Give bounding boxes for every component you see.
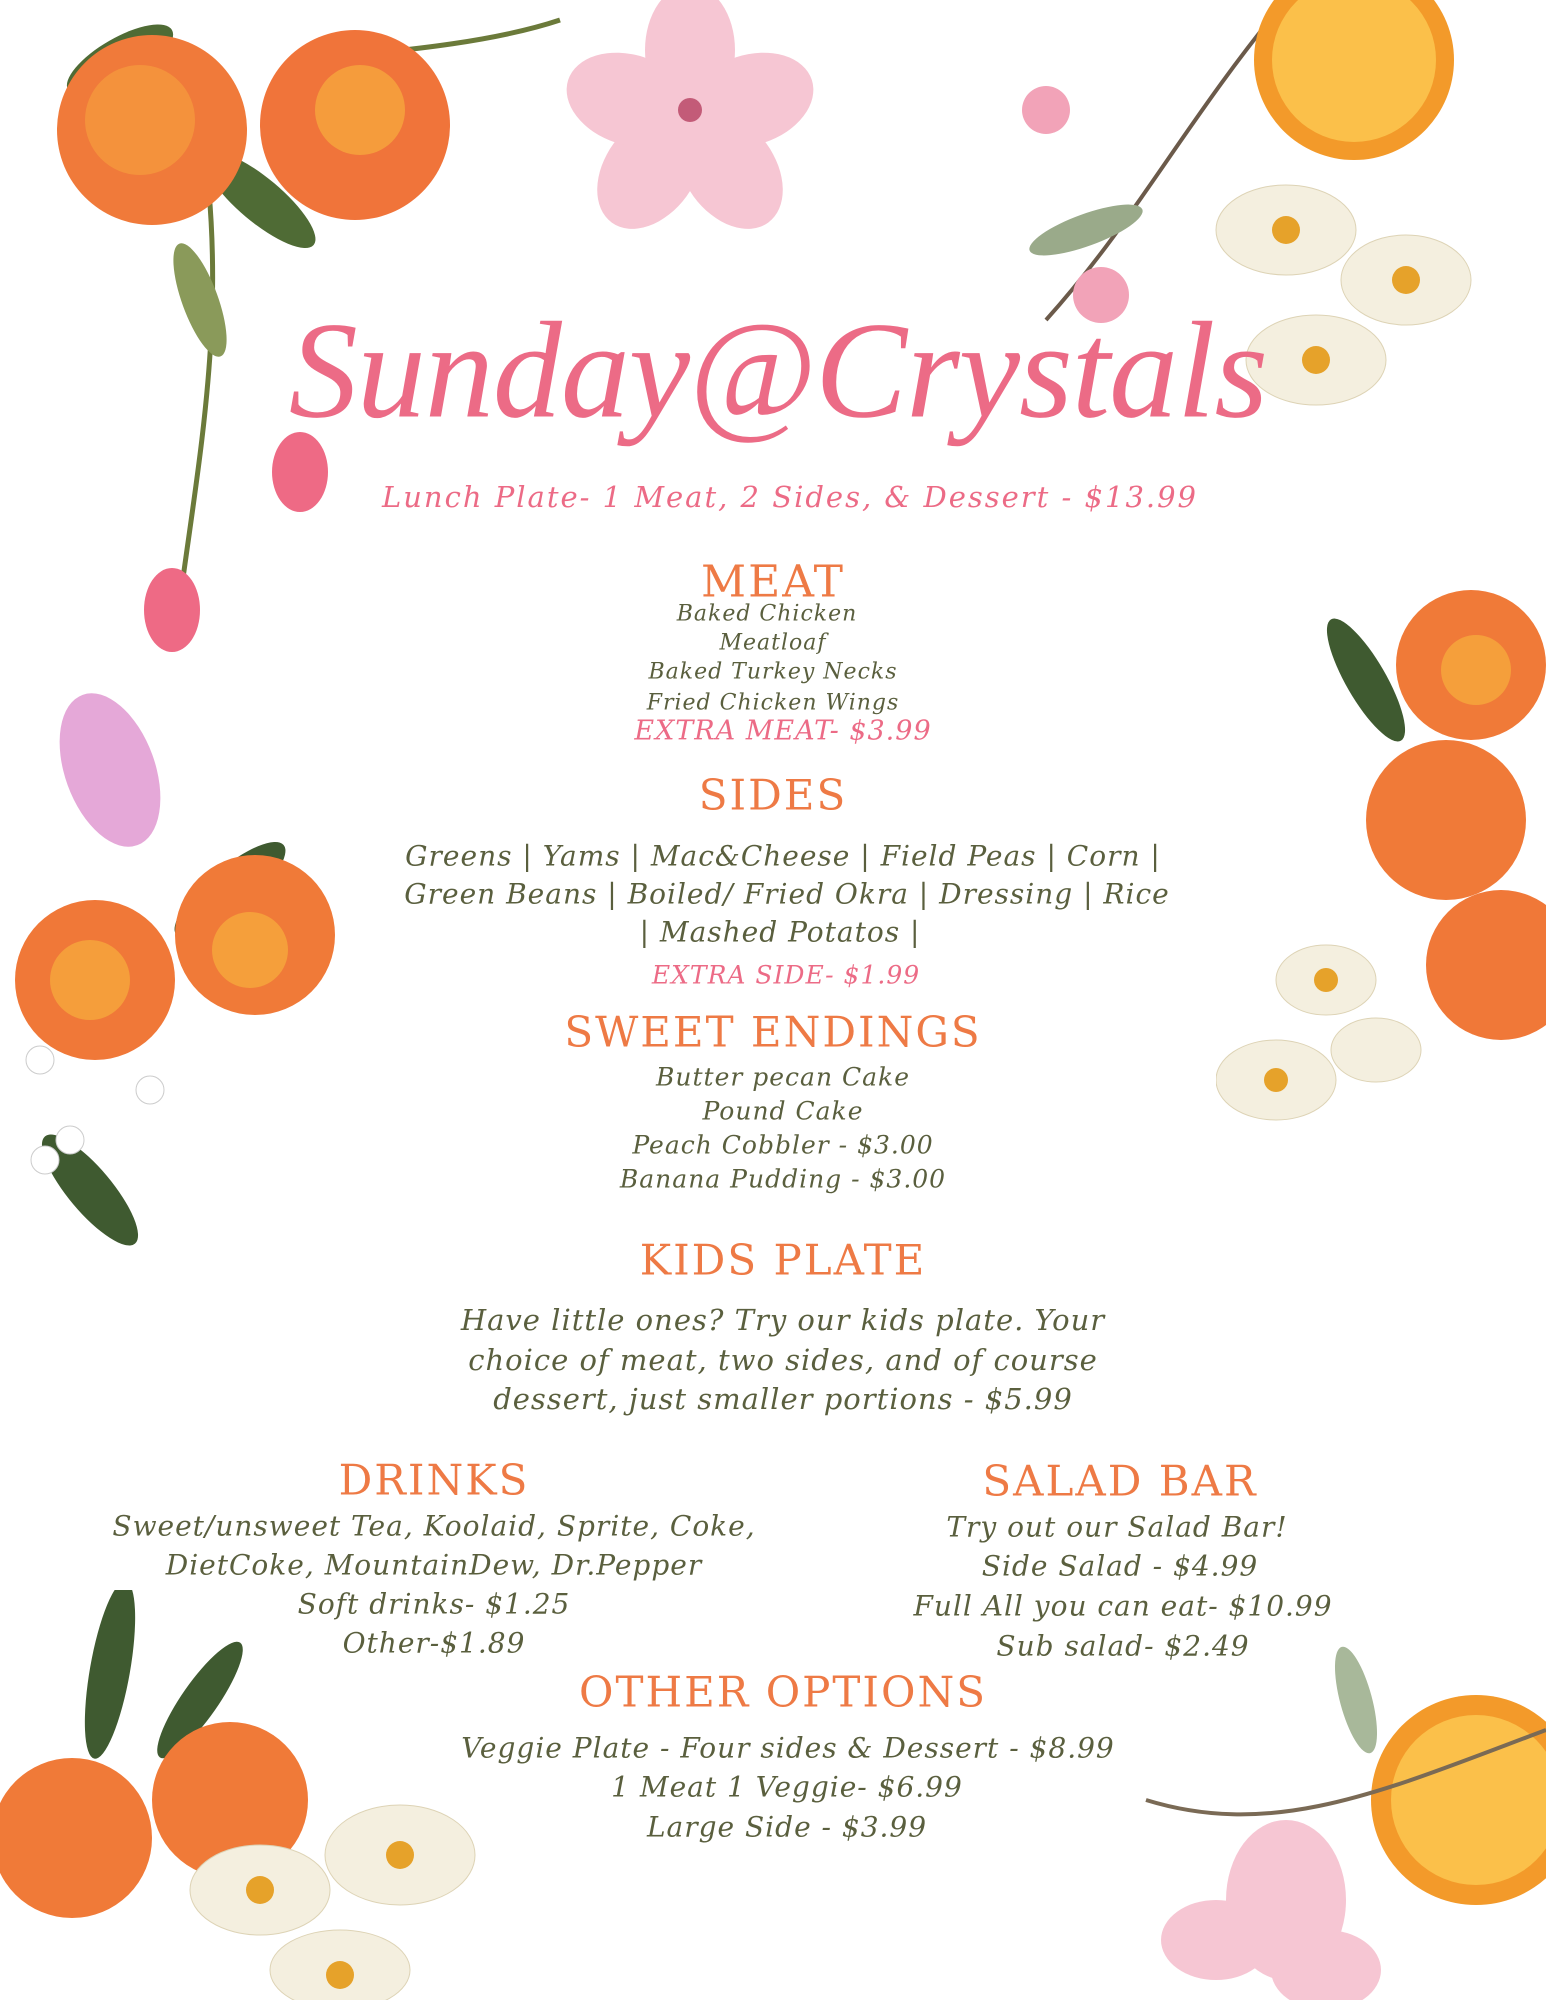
extra-side-price: EXTRA SIDE- $1.99 xyxy=(651,960,921,990)
meat-item: Fried Chicken Wings xyxy=(646,690,900,716)
other-options-line: Large Side - $3.99 xyxy=(646,1810,928,1844)
sides-line: | Mashed Potatos | xyxy=(639,915,921,949)
sides-line: Green Beans | Boiled/ Fried Okra | Dressing | Rice xyxy=(404,877,1170,911)
floral-decoration-left xyxy=(0,690,360,1270)
meat-item: Meatloaf xyxy=(719,630,827,656)
salad-bar-line: Sub salad- $2.49 xyxy=(996,1629,1250,1663)
sides-line: Greens | Yams | Mac&Cheese | Field Peas | Corn | xyxy=(405,839,1161,873)
drinks-line: Other-$1.89 xyxy=(342,1626,526,1660)
kids-plate-text: Have little ones? Try our kids plate. Your xyxy=(460,1303,1106,1337)
meat-heading: MEAT xyxy=(701,556,845,608)
sweet-endings-heading: SWEET ENDINGS xyxy=(564,1007,982,1057)
other-options-heading: OTHER OPTIONS xyxy=(579,1667,987,1717)
lunch-plate-price: Lunch Plate- 1 Meat, 2 Sides, & Dessert - $13.99 xyxy=(381,480,1199,514)
other-options-line: Veggie Plate - Four sides & Dessert - $8.99 xyxy=(461,1731,1115,1765)
dessert-item: Banana Pudding - $3.00 xyxy=(619,1164,947,1194)
salad-bar-line: Try out our Salad Bar! xyxy=(946,1510,1288,1544)
dessert-item: Peach Cobbler - $3.00 xyxy=(632,1130,934,1160)
drinks-line: DietCoke, MountainDew, Dr.Pepper xyxy=(165,1548,703,1582)
kids-plate-text: choice of meat, two sides, and of course xyxy=(468,1343,1098,1377)
salad-bar-heading: SALAD BAR xyxy=(982,1456,1258,1506)
kids-plate-text: dessert, just smaller portions - $5.99 xyxy=(493,1382,1073,1416)
kids-plate-heading: KIDS PLATE xyxy=(639,1235,927,1285)
drinks-heading: DRINKS xyxy=(338,1455,530,1505)
dessert-item: Butter pecan Cake xyxy=(656,1062,910,1092)
meat-item: Baked Chicken xyxy=(676,601,858,627)
sides-heading: SIDES xyxy=(698,770,848,820)
drinks-line: Sweet/unsweet Tea, Koolaid, Sprite, Coke, xyxy=(112,1509,756,1543)
salad-bar-line: Full All you can eat- $10.99 xyxy=(913,1589,1333,1623)
dessert-item: Pound Cake xyxy=(702,1096,864,1126)
other-options-line: 1 Meat 1 Veggie- $6.99 xyxy=(611,1770,963,1804)
salad-bar-line: Side Salad - $4.99 xyxy=(981,1549,1259,1583)
extra-meat-price: EXTRA MEAT- $3.99 xyxy=(634,715,932,747)
restaurant-title: Sunday@Crystals xyxy=(288,293,1268,447)
drinks-line: Soft drinks- $1.25 xyxy=(297,1587,571,1621)
meat-item: Baked Turkey Necks xyxy=(648,659,898,685)
floral-decoration-bottom-right xyxy=(1126,1640,1546,2000)
floral-decoration-right xyxy=(1216,560,1546,1180)
